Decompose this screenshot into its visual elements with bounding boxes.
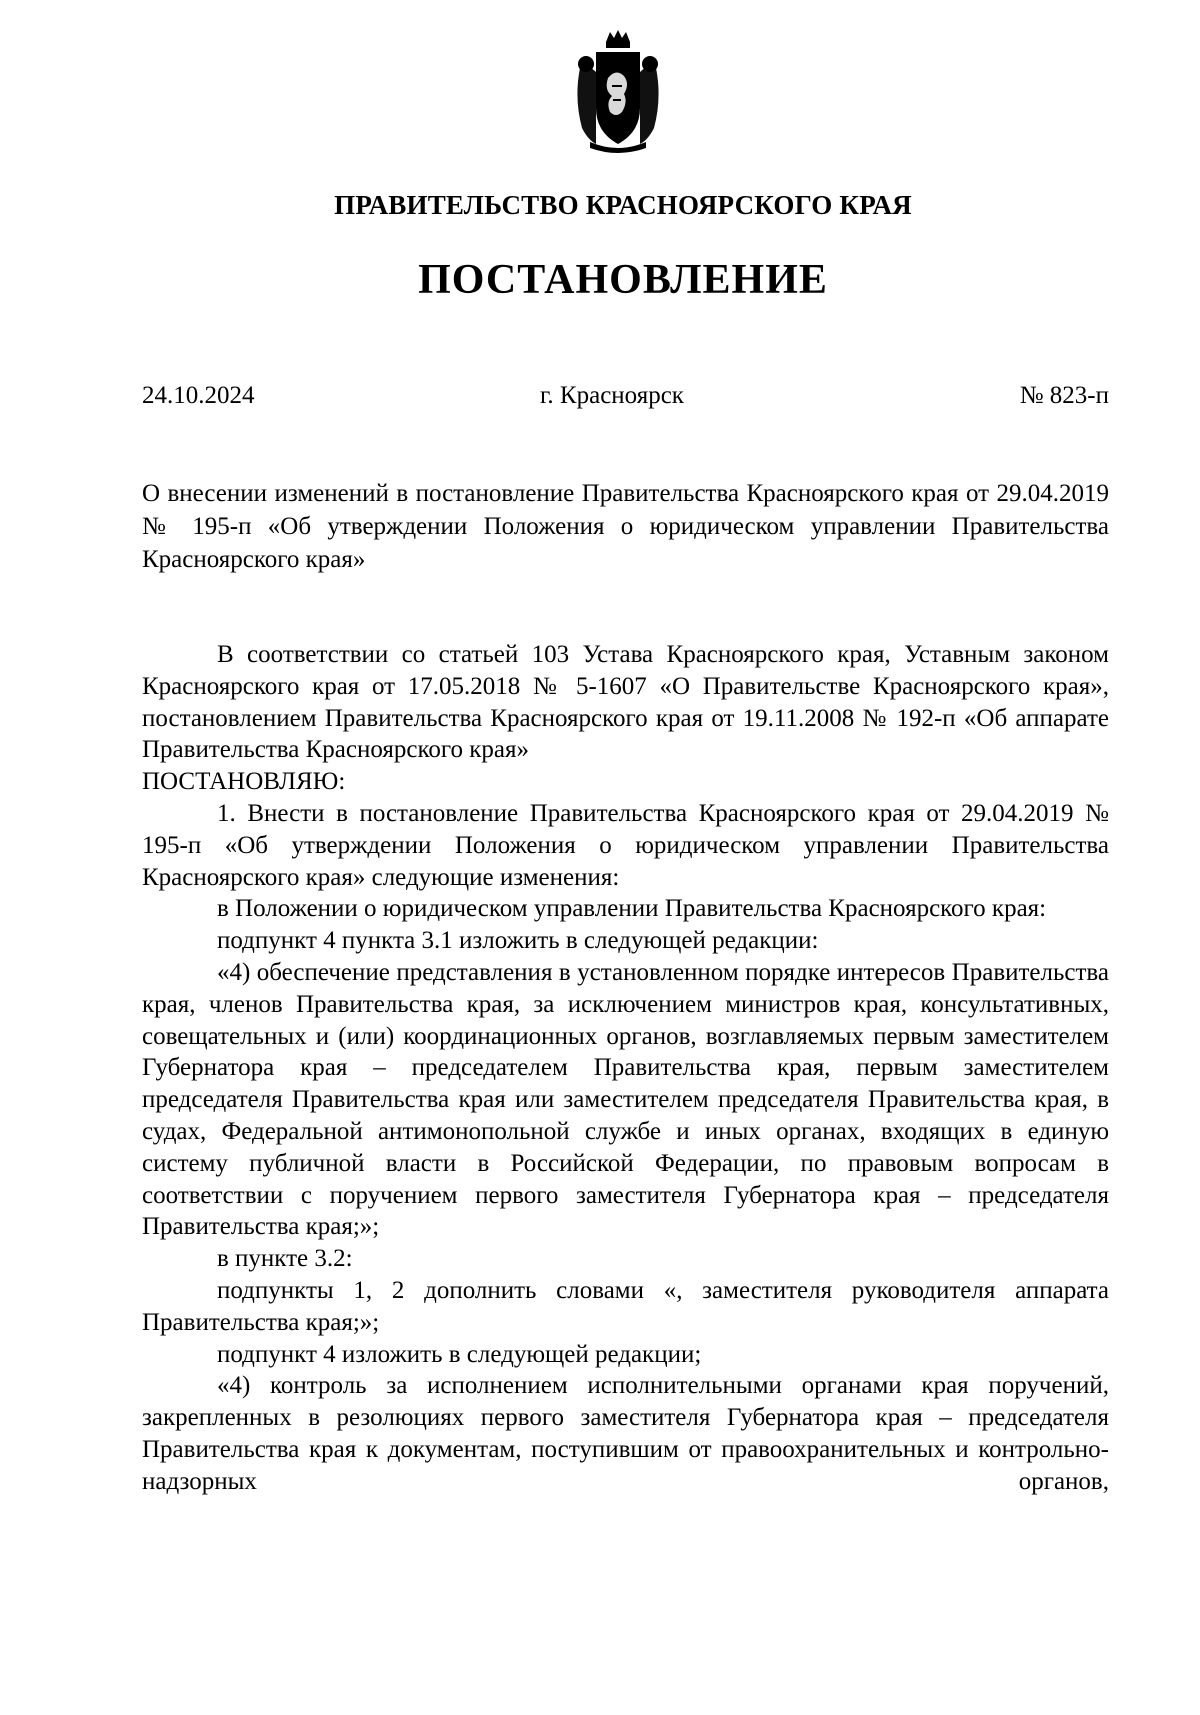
subpoint-4-intro-paragraph: подпункт 4 пункта 3.1 изложить в следующей редакции: <box>217 927 819 955</box>
document-meta-row <box>142 382 1109 422</box>
in-regulation-paragraph: в Положении о юридическом управлении Правительства Красноярского края: <box>217 895 1047 923</box>
preamble-paragraph: В соответствии со статьей 103 Устава Красноярского края, Уставным законом Красноярского края от 17.05.2018 № 5-1607 «О Правительстве Красноярского края», постановлением Правительства Красноярского края от 19.11.2008 № 192-п «Об аппарате Правительства Красноярского края» <box>142 641 1109 764</box>
document-city: г. Красноярск <box>540 382 684 409</box>
point-3-2-paragraph: в пункте 3.2: <box>217 1245 353 1273</box>
document-body <box>142 639 1109 1498</box>
subpoint-4-text-paragraph: «4) обеспечение представления в установленном порядке интересов Правительства края, членов Правительства края, за исключением министров края, консультативных, совещательных и (или) координационных органов, возглавляемых первым заместителем Губернатора края – председателем Правительства края, первым заместителем председателя Правительства края или заместителем председателя Правительства края, в судах, Федеральной антимонопольной службе и иных органах, входящих в единую систему публичной власти в Российской Федерации, по правовым вопросам в соответствии с поручением первого заместителя Губернатора края – председателя Правительства края;»; <box>142 958 1109 1241</box>
document-subject: О внесении изменений в постановление Правительства Красноярского края от 29.04.2019 № 195-п «Об утверждении Положения о юридическом управлении Правительства Красноярского края» <box>142 480 1109 573</box>
resolve-paragraph: ПОСТАНОВЛЯЮ: <box>142 768 346 796</box>
document-number: № 823-п <box>1019 382 1109 409</box>
item-1-paragraph: 1. Внести в постановление Правительства Красноярского края от 29.04.2019 № 195-п «Об утверждении Положения о юридическом управлении Правительства Красноярского края» следующие изменения: <box>142 799 1109 891</box>
government-title: ПРАВИТЕЛЬСТВО КРАСНОЯРСКОГО КРАЯ <box>334 190 912 220</box>
coat-of-arms-emblem <box>566 28 670 153</box>
document-type-title: ПОСТАНОВЛЕНИЕ <box>418 257 828 303</box>
subpoints-1-2-paragraph: подпункты 1, 2 дополнить словами «, заместителя руководителя аппарата Правительства края;»; <box>142 1276 1109 1336</box>
document-date: 24.10.2024 <box>142 382 255 409</box>
control-text-paragraph: «4) контроль за исполнением исполнительными органами края поручений, закрепленных в резолюциях первого заместителя Губернатора края – председателя Правительства края к документам, поступившим от правоохранительных и контрольно-надзорных органов, <box>142 1372 1109 1495</box>
subpoint-4-edit-paragraph: подпункт 4 изложить в следующей редакции; <box>217 1340 702 1368</box>
